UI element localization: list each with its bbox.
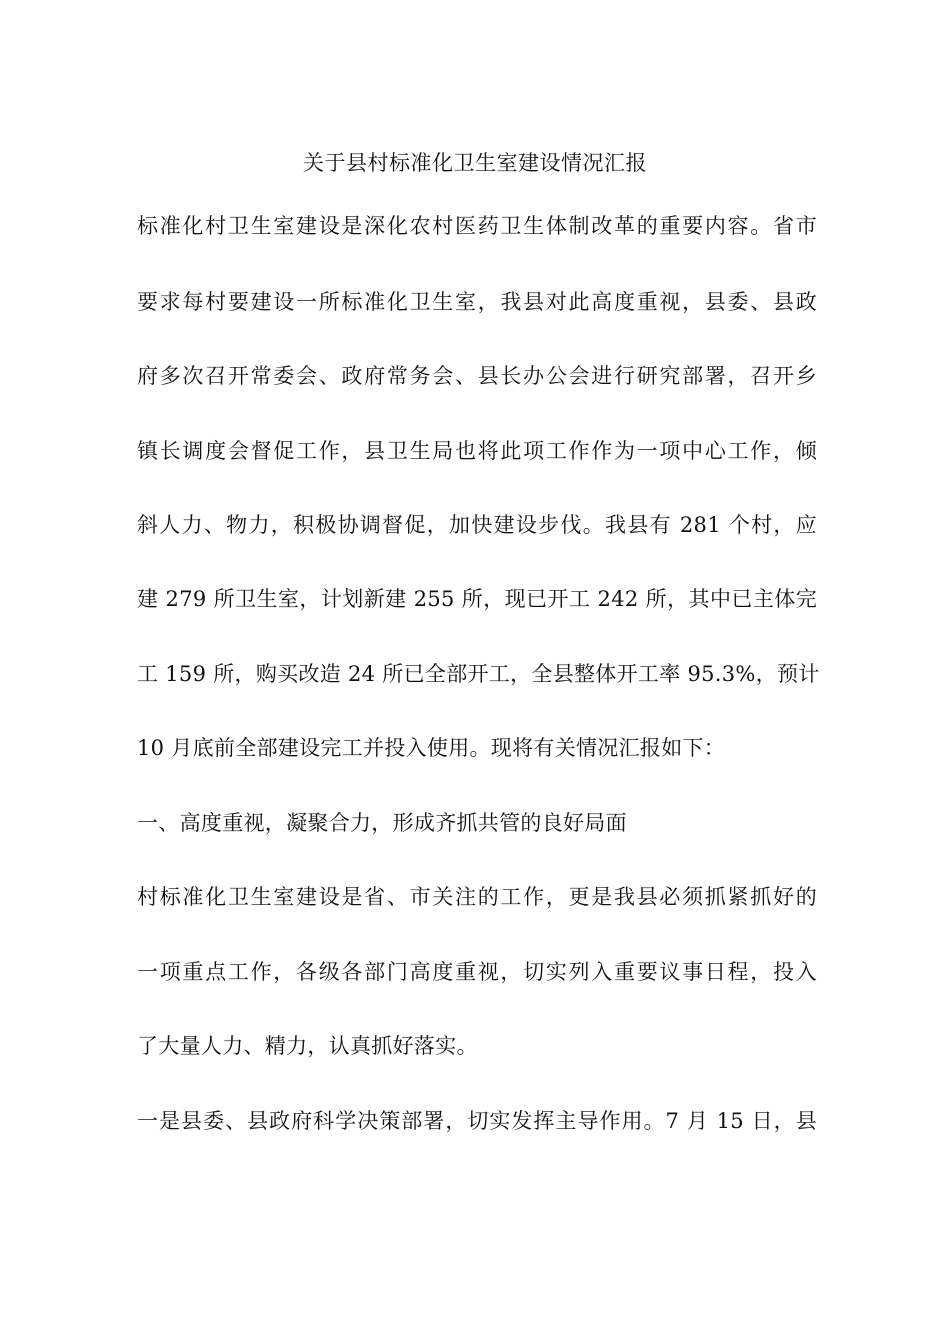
paragraph-line: 一是县委、县政府科学决策部署，切实发挥主导作用。7 月 15 日，县 [137, 1109, 817, 1133]
paragraph-line: 一项重点工作，各级各部门高度重视，切实列入重要议事日程，投入 [137, 960, 817, 984]
paragraph-line: 工 159 所，购买改造 24 所已全部开工，全县整体开工率 95.3%，预计 [137, 662, 820, 686]
paragraph-line: 建 279 所卫生室，计划新建 255 所，现已开工 242 所，其中已主体完 [137, 587, 817, 611]
paragraph-line: 要求每村要建设一所标准化卫生室，我县对此高度重视，县委、县政 [137, 290, 817, 314]
section-heading: 一、高度重视，凝聚合力，形成齐抓共管的良好局面 [137, 811, 627, 835]
paragraph-line: 标准化村卫生室建设是深化农村医药卫生体制改革的重要内容。省市 [137, 214, 817, 238]
document-title: 关于县村标准化卫生室建设情况汇报 [303, 151, 647, 175]
paragraph-line: 10 月底前全部建设完工并投入使用。现将有关情况汇报如下： [137, 736, 726, 760]
paragraph-line: 镇长调度会督促工作，县卫生局也将此项工作作为一项中心工作，倾 [137, 439, 817, 463]
paragraph-line: 府多次召开常委会、政府常务会、县长办公会进行研究部署，召开乡 [137, 364, 817, 388]
paragraph-line: 了大量人力、精力，认真抓好落实。 [137, 1034, 478, 1058]
paragraph-line: 村标准化卫生室建设是省、市关注的工作，更是我县必须抓紧抓好的 [137, 885, 817, 909]
paragraph-line: 斜人力、物力，积极协调督促，加快建设步伐。我县有 281 个村，应 [137, 513, 817, 537]
